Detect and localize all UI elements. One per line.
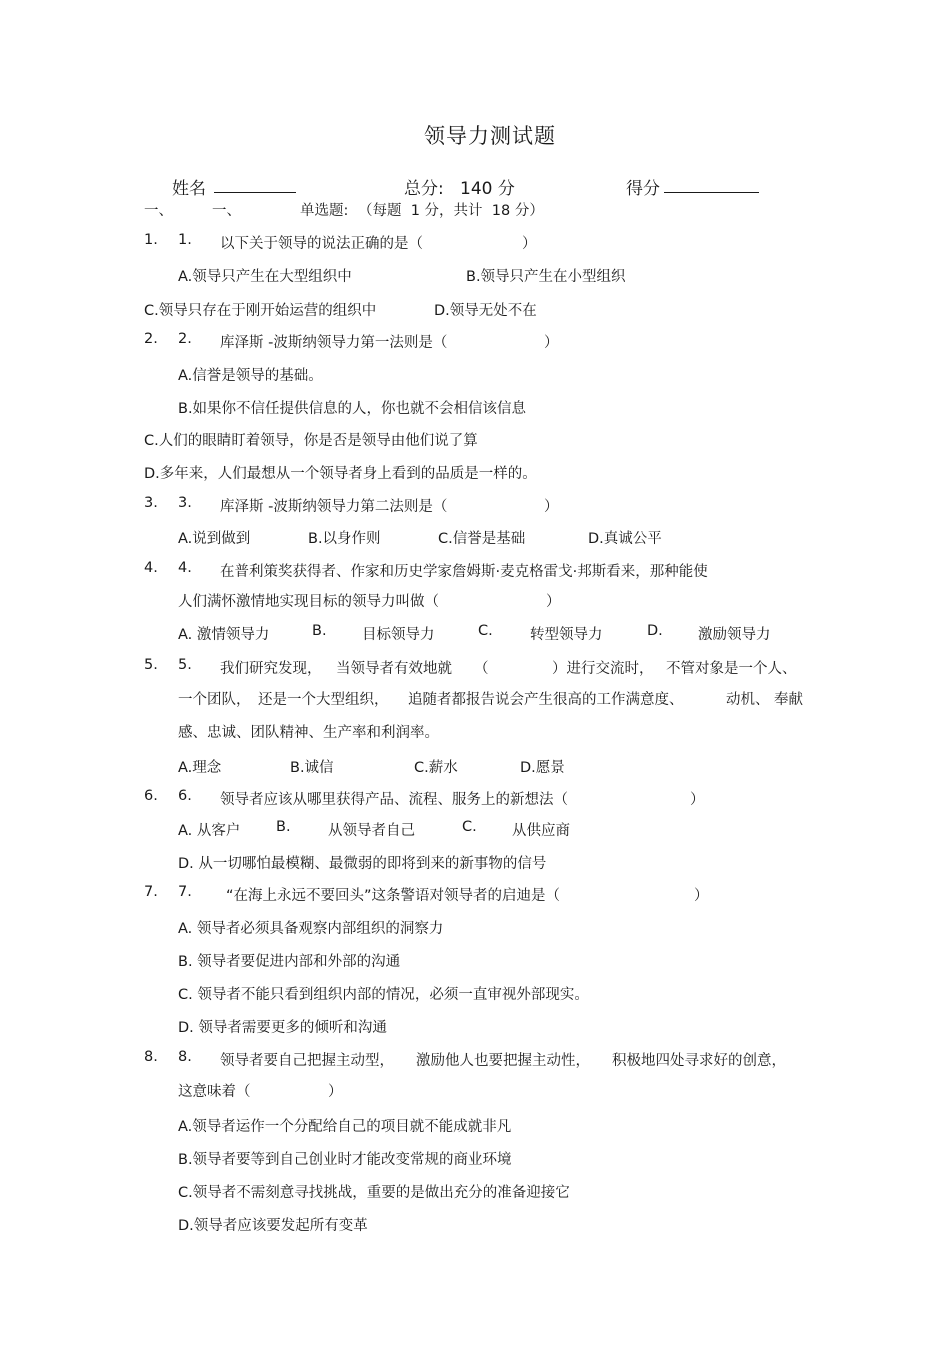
score-label: 得分 [626,179,660,199]
q5-text-part5: 不管对象是一个人、 [666,661,797,677]
q7-number: 7. [144,884,158,900]
section-number-2: 一、 [212,203,241,219]
q4-option-d: 激励领导力 [698,627,771,643]
q8-number: 8. [144,1049,158,1065]
q7-text: “在海上永远不要回头”这条警语对领导者的启迪是（ [226,888,561,904]
q6-option-c-letter: C. [462,819,477,835]
q5-text-part2: 当领导者有效地就 [336,661,452,677]
q4-option-b-letter: B. [312,623,327,639]
q1-number-2: 1. [178,232,192,248]
q3-option-c: C.信誉是基础 [438,531,526,547]
q5-text-part4: ）进行交流时， [552,661,654,677]
q7-option-d: D. 领导者需要更多的倾听和沟通 [178,1020,387,1036]
q1-option-d: D.领导无处不在 [434,303,537,319]
q2-number-2: 2. [178,331,192,347]
total-value: 140 分 [460,179,515,199]
q3-number: 3. [144,495,158,511]
q8-number-2: 8. [178,1049,192,1065]
q2-option-b: B.如果你不信任提供信息的人，你也就不会相信该信息 [178,401,527,417]
q4-text-line2: 人们满怀激情地实现目标的领导力叫做（ [178,594,439,610]
q5-text-line3: 感、忠诚、团队精神、生产率和利润率。 [178,725,439,741]
q6-close: ） [690,792,705,808]
page-title: 领导力测试题 [424,124,556,148]
q7-option-c: C. 领导者不能只看到组织内部的情况，必须一直审视外部现实。 [178,987,589,1003]
q4-text: 在普利策奖获得者、作家和历史学家詹姆斯·麦克格雷戈·邦斯看来，那种能使 [220,564,708,580]
q1-number: 1. [144,232,158,248]
q8-close: ） [328,1084,343,1100]
q8-text-part1: 领导者要自己把握主动型， [220,1053,394,1069]
q4-option-c: 转型领导力 [530,627,603,643]
section-label: 单选题: [300,203,349,219]
name-blank[interactable] [214,176,296,193]
q4-number-2: 4. [178,560,192,576]
q6-option-a: A. 从客户 [178,823,241,839]
q5-line2-b: 还是一个大型组织， [258,692,389,708]
q5-option-d: D.愿景 [520,760,565,776]
q5-text-part1: 我们研究发现， [220,661,322,677]
q7-close: ） [694,888,709,904]
q6-option-b-letter: B. [276,819,291,835]
q8-option-b: B.领导者要等到自己创业时才能改变常规的商业环境 [178,1152,512,1168]
q5-option-b: B.诚信 [290,760,334,776]
q2-text: 库泽斯 -波斯纳领导力第一法则是（ [220,335,448,351]
total-label: 总分: [404,179,444,199]
section-note: （每题 1 分，共计 18 分） [358,203,544,219]
score-blank[interactable] [664,176,759,193]
q4-option-d-letter: D. [647,623,663,639]
q2-option-c: C.人们的眼睛盯着领导，你是否是领导由他们说了算 [144,433,478,449]
q5-number-2: 5. [178,657,192,673]
q6-option-b: 从领导者自己 [328,823,415,839]
q2-option-d: D.多年来，人们最想从一个领导者身上看到的品质是一样的。 [144,466,537,482]
q7-option-b: B. 领导者要促进内部和外部的沟通 [178,954,401,970]
q3-option-d: D.真诚公平 [588,531,662,547]
q8-option-c: C.领导者不需刻意寻找挑战，重要的是做出充分的准备迎接它 [178,1185,570,1201]
q3-option-b: B.以身作则 [308,531,381,547]
q2-close: ） [544,335,559,351]
q1-option-a: A.领导只产生在大型组织中 [178,269,352,285]
name-label: 姓名 [172,179,206,199]
q8-text-part3: 积极地四处寻求好的创意， [612,1053,786,1069]
q5-open: （ [474,661,489,677]
q3-option-a: A.说到做到 [178,531,251,547]
q7-number-2: 7. [178,884,192,900]
q4-option-b: 目标领导力 [362,627,435,643]
q4-option-c-letter: C. [478,623,493,639]
q3-close: ） [544,499,559,515]
q7-option-a: A. 领导者必须具备观察内部组织的洞察力 [178,921,444,937]
q5-option-a: A.理念 [178,760,222,776]
q2-option-a: A.信誉是领导的基础。 [178,368,323,384]
q5-number: 5. [144,657,158,673]
q1-text: 以下关于领导的说法正确的是（ [220,236,423,252]
q6-option-c: 从供应商 [512,823,570,839]
section-number: 一、 [144,203,173,219]
q5-line2-a: 一个团队， [178,692,251,708]
q1-option-b: B.领导只产生在小型组织 [466,269,626,285]
q5-option-c: C.薪水 [414,760,458,776]
q5-line2-d: 动机、 [726,692,770,708]
q3-number-2: 3. [178,495,192,511]
q8-option-a: A.领导者运作一个分配给自己的项目就不能成就非凡 [178,1119,512,1135]
q8-text-line2: 这意味着（ [178,1084,251,1100]
q8-text-part2: 激励他人也要把握主动性， [416,1053,590,1069]
q4-option-a: A. 激情领导力 [178,627,270,643]
q5-line2-e: 奉献 [774,692,803,708]
q4-close: ） [546,594,561,610]
q1-option-c: C.领导只存在于刚开始运营的组织中 [144,303,377,319]
q4-number: 4. [144,560,158,576]
q6-option-d: D. 从一切哪怕最模糊、最微弱的即将到来的新事物的信号 [178,856,547,872]
q2-number: 2. [144,331,158,347]
q5-line2-c: 追随者都报告说会产生很高的工作满意度、 [408,692,684,708]
q6-number-2: 6. [178,788,192,804]
q1-close: ） [522,236,537,252]
q3-text: 库泽斯 -波斯纳领导力第二法则是（ [220,499,448,515]
q6-text: 领导者应该从哪里获得产品、流程、服务上的新想法（ [220,792,568,808]
q6-number: 6. [144,788,158,804]
q8-option-d: D.领导者应该要发起所有变革 [178,1218,368,1234]
